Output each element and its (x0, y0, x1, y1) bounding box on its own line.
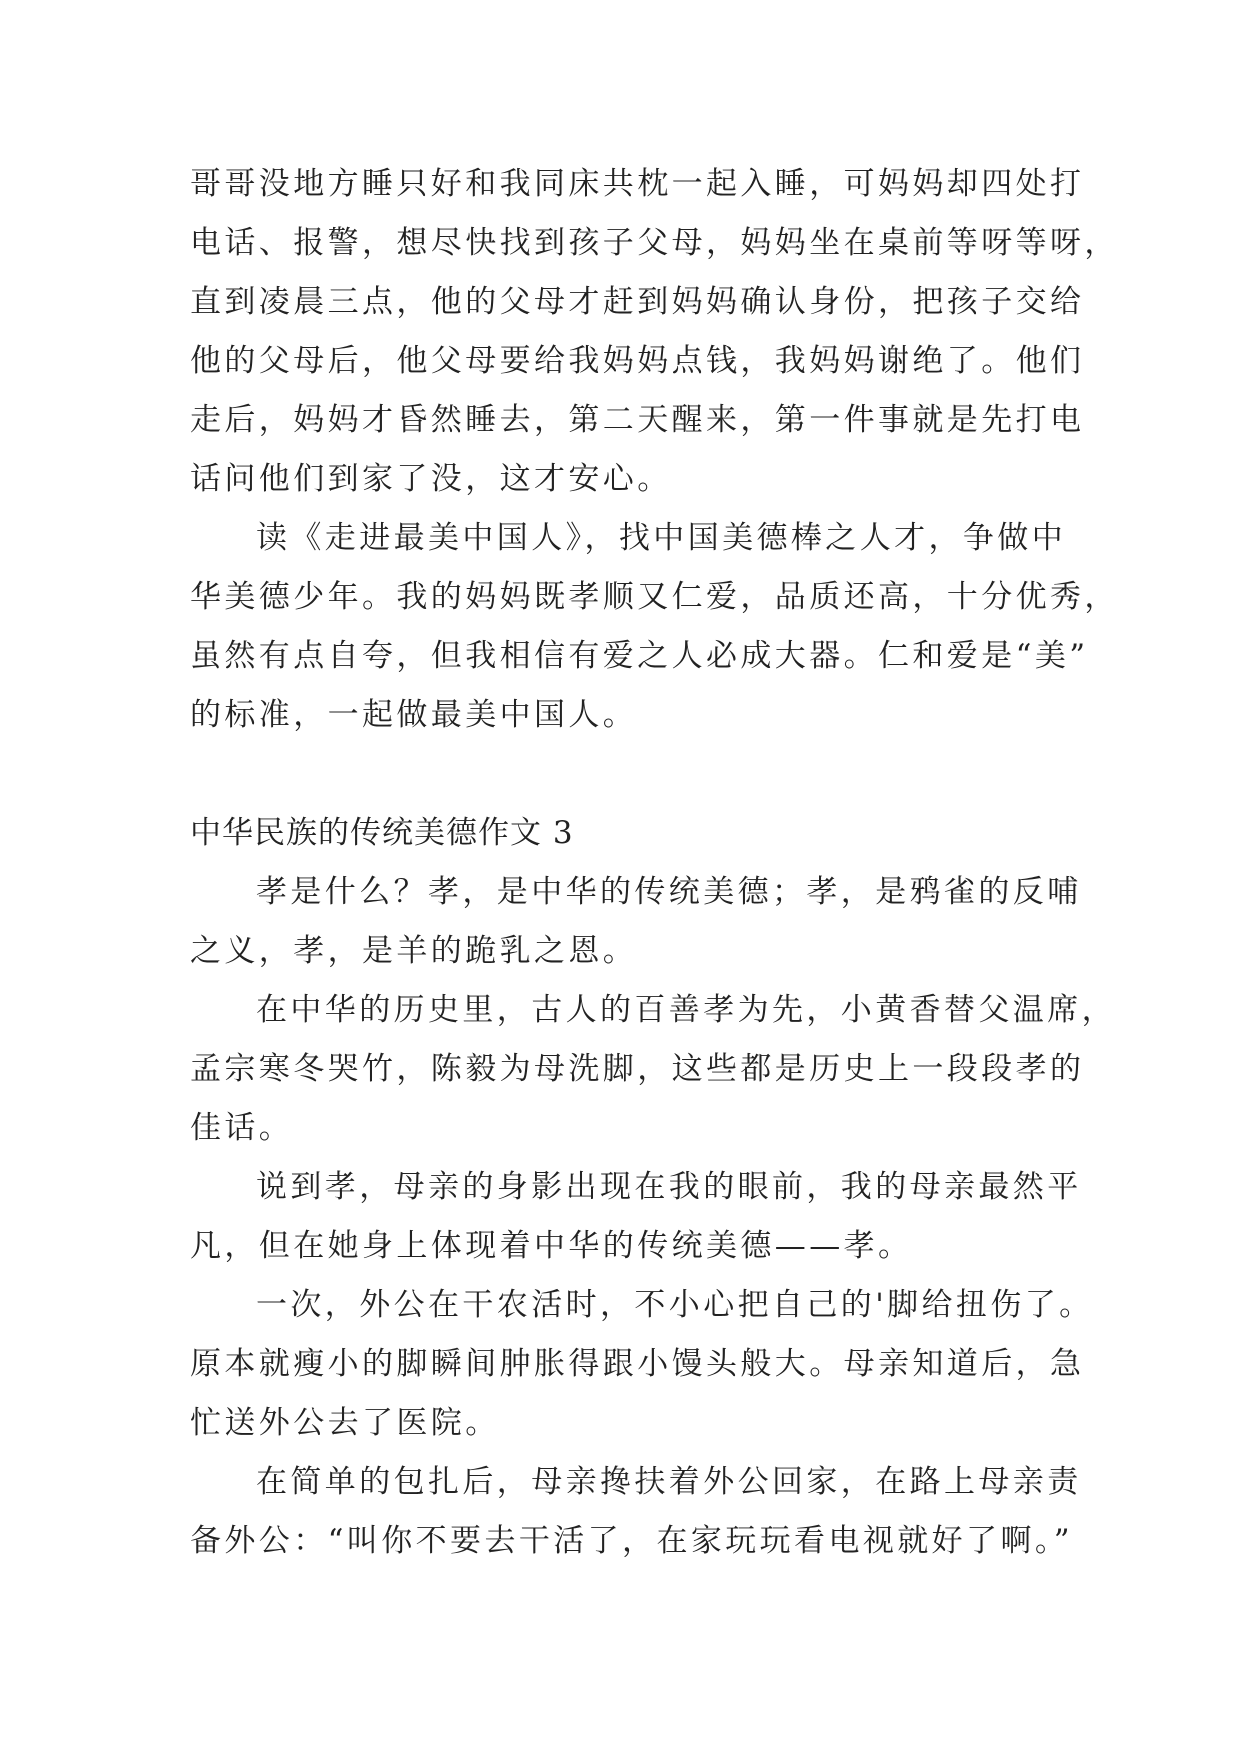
text-line: 电话、报警，想尽快找到孩子父母，妈妈坐在桌前等呀等呀， (190, 225, 1119, 261)
text-line: 说到孝，母亲的身影出现在我的眼前，我的母亲最然平 (256, 1169, 1082, 1205)
text-line: 读《走进最美中国人》，找中国美德棒之人才，争做中 (256, 520, 1067, 556)
text-line: 他的父母后，他父母要给我妈妈点钱，我妈妈谢绝了。他们 (190, 343, 1085, 379)
text-line: 忙送外公去了医院。 (190, 1405, 500, 1441)
document-body (190, 155, 1119, 1571)
text-line: 之义，孝，是羊的跪乳之恩。 (190, 933, 638, 969)
paragraph-continued (190, 155, 1119, 509)
paragraph-mother (190, 1158, 1082, 1276)
section-title: 中华民族的传统美德作文 3 (190, 815, 574, 851)
text-line: 佳话。 (190, 1110, 294, 1146)
paragraph-injury (190, 1276, 1094, 1453)
text-line: 哥哥没地方睡只好和我同床共枕一起入睡，可妈妈却四处打 (190, 166, 1085, 202)
text-line: 原本就瘦小的脚瞬间肿胀得跟小馒头般大。母亲知道后，急 (190, 1346, 1085, 1382)
text-line: 孝是什么？孝，是中华的传统美德；孝，是鸦雀的反哺 (256, 874, 1082, 910)
paragraph-history (190, 981, 1116, 1158)
text-line: 孟宗寒冬哭竹，陈毅为母洗脚，这些都是历史上一段段孝的 (190, 1051, 1085, 1087)
paragraph-home (190, 1453, 1082, 1571)
text-line: 虽然有点自夸，但我相信有爱之人必成大器。仁和爱是“美” (190, 638, 1089, 674)
text-line: 备外公：“叫你不要去干活了，在家玩玩看电视就好了啊。” (190, 1523, 1073, 1559)
paragraph-xiao (190, 863, 1082, 981)
text-line: 在简单的包扎后，母亲搀扶着外公回家，在路上母亲责 (256, 1464, 1082, 1500)
text-line: 在中华的历史里，古人的百善孝为先，小黄香替父温席， (256, 992, 1116, 1028)
text-line: 走后，妈妈才昏然睡去，第二天醒来，第一件事就是先打电 (190, 402, 1085, 438)
paragraph-reading (190, 509, 1119, 745)
text-line: 华美德少年。我的妈妈既孝顺又仁爱，品质还高，十分优秀， (190, 579, 1119, 615)
text-line: 一次，外公在干农活时，不小心把自己的'脚给扭伤了。 (256, 1287, 1094, 1323)
text-line: 话问他们到家了没，这才安心。 (190, 461, 672, 497)
text-line: 直到凌晨三点，他的父母才赶到妈妈确认身份，把孩子交给 (190, 284, 1085, 320)
text-line: 凡，但在她身上体现着中华的传统美德——孝。 (190, 1228, 913, 1264)
text-line: 的标准，一起做最美中国人。 (190, 697, 638, 733)
